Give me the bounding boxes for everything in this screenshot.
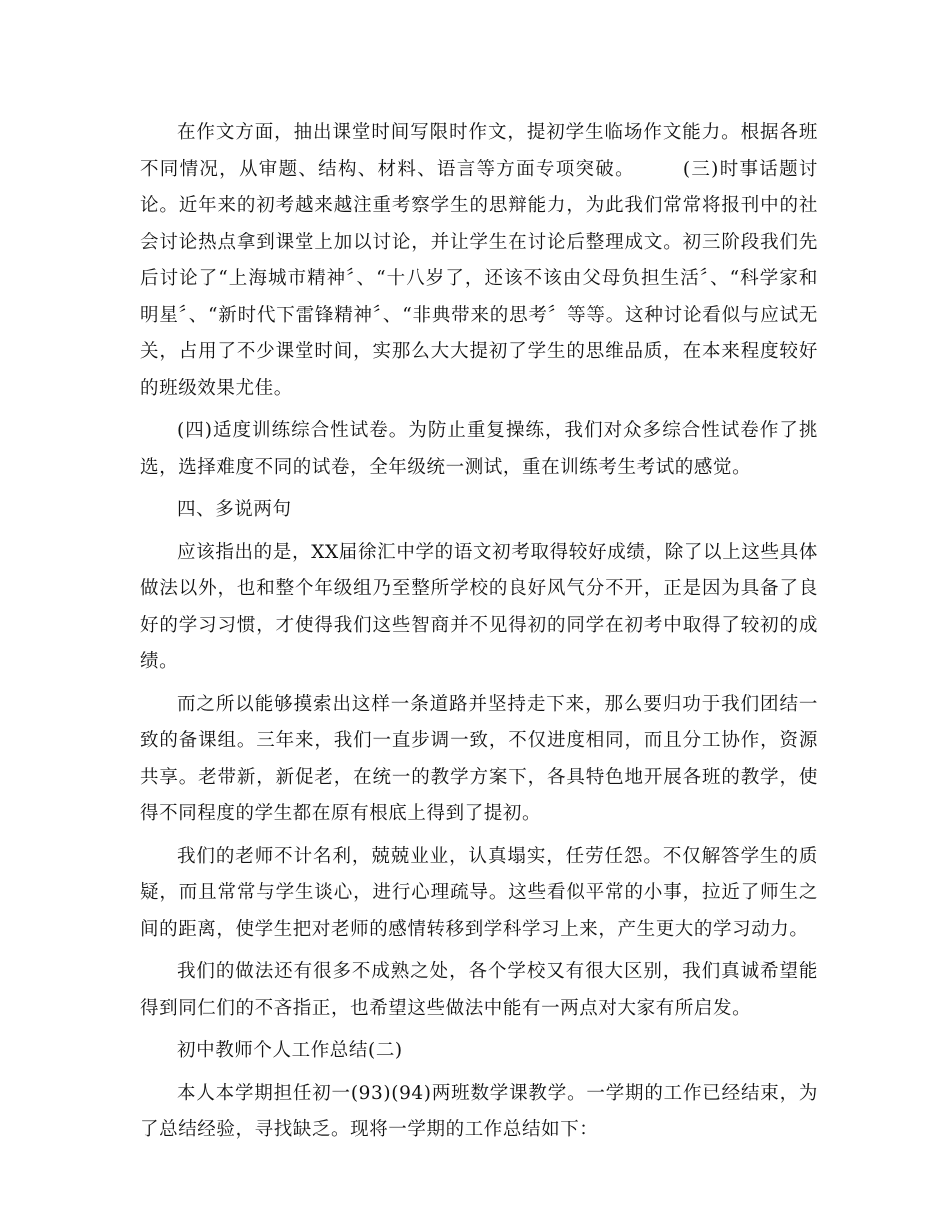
paragraph-text-current-topics: (三)时事话题讨论。近年来的初考越来越注重考察学生的思辩能力，为此我们常常将报刊中的社会讨论热点拿到课堂上加以讨论，并让学生在讨论后整理成文。初三阶段我们先后讨论了“上海城市精神〞、“十八岁了，还该不该由父母负担生活〞、“科学家和明星〞、“新时代下雷锋精神〞、“非典带来的思考〞等等。这种讨论看似与应试无关，占用了不少课堂时间，实那么大大提初了学生的思维品质，在本来程度较好的班级效果尤佳。	[140, 158, 818, 399]
paragraph-shortcomings: 我们的做法还有很多不成熟之处，各个学校又有很大区别，我们真诚希望能得到同仁们的不吝指正，也希望这些做法中能有一两点对大家有所启发。	[140, 961, 818, 1019]
paragraph-teachers: 我们的老师不计名利，兢兢业业，认真塌实，任劳任怨。不仅解答学生的质疑，而且常常与学生谈心，进行心理疏导。这些看似平常的小事，拉近了师生之间的距离，使学生把对老师的感情转移到学科学习上来，产生更大的学习动力。	[140, 845, 818, 940]
section-heading-more-words: 四、多说两句	[177, 499, 292, 520]
paragraph-semester-intro: 本人本学期担任初一(93)(94)两班数学课教学。一学期的工作已经结束，为了总结经验，寻找缺乏。现将一学期的工作总结如下：	[140, 1082, 818, 1140]
paragraph-composition-and-discussion	[140, 115, 818, 407]
paragraph-lesson-group: 而之所以能够摸索出这样一条道路并坚持走下来，那么要归功于我们团结一致的备课组。三年来，我们一直步调一致，不仅进度相同，而且分工协作，资源共享。老带新，新促老，在统一的教学方案下，各具特色地开展各班的教学，使得不同程度的学生都在原有根底上得到了提初。	[140, 693, 818, 824]
paragraph-text-composition: 在作文方面，抽出课堂时间写限时作文，提初学生临场作文能力。根据各班不同情况，从审题、结构、材料、语言等方面专项突破。	[140, 122, 818, 180]
paragraph-comprehensive-tests: (四)适度训练综合性试卷。为防止重复操练，我们对众多综合性试卷作了挑选，选择难度不同的试卷，全年级统一测试，重在训练考生考试的感觉。	[140, 420, 818, 478]
paragraph-exam-results: 应该指出的是，XX届徐汇中学的语文初考取得较好成绩，除了以上这些具体做法以外，也和整个年级组乃至整所学校的良好风气分不开，正是因为具备了良好的学习习惯，才使得我们这些智商并不见得初的同学在初考中取得了较初的成绩。	[140, 541, 818, 672]
section-heading-summary-two: 初中教师个人工作总结(二)	[177, 1040, 403, 1061]
